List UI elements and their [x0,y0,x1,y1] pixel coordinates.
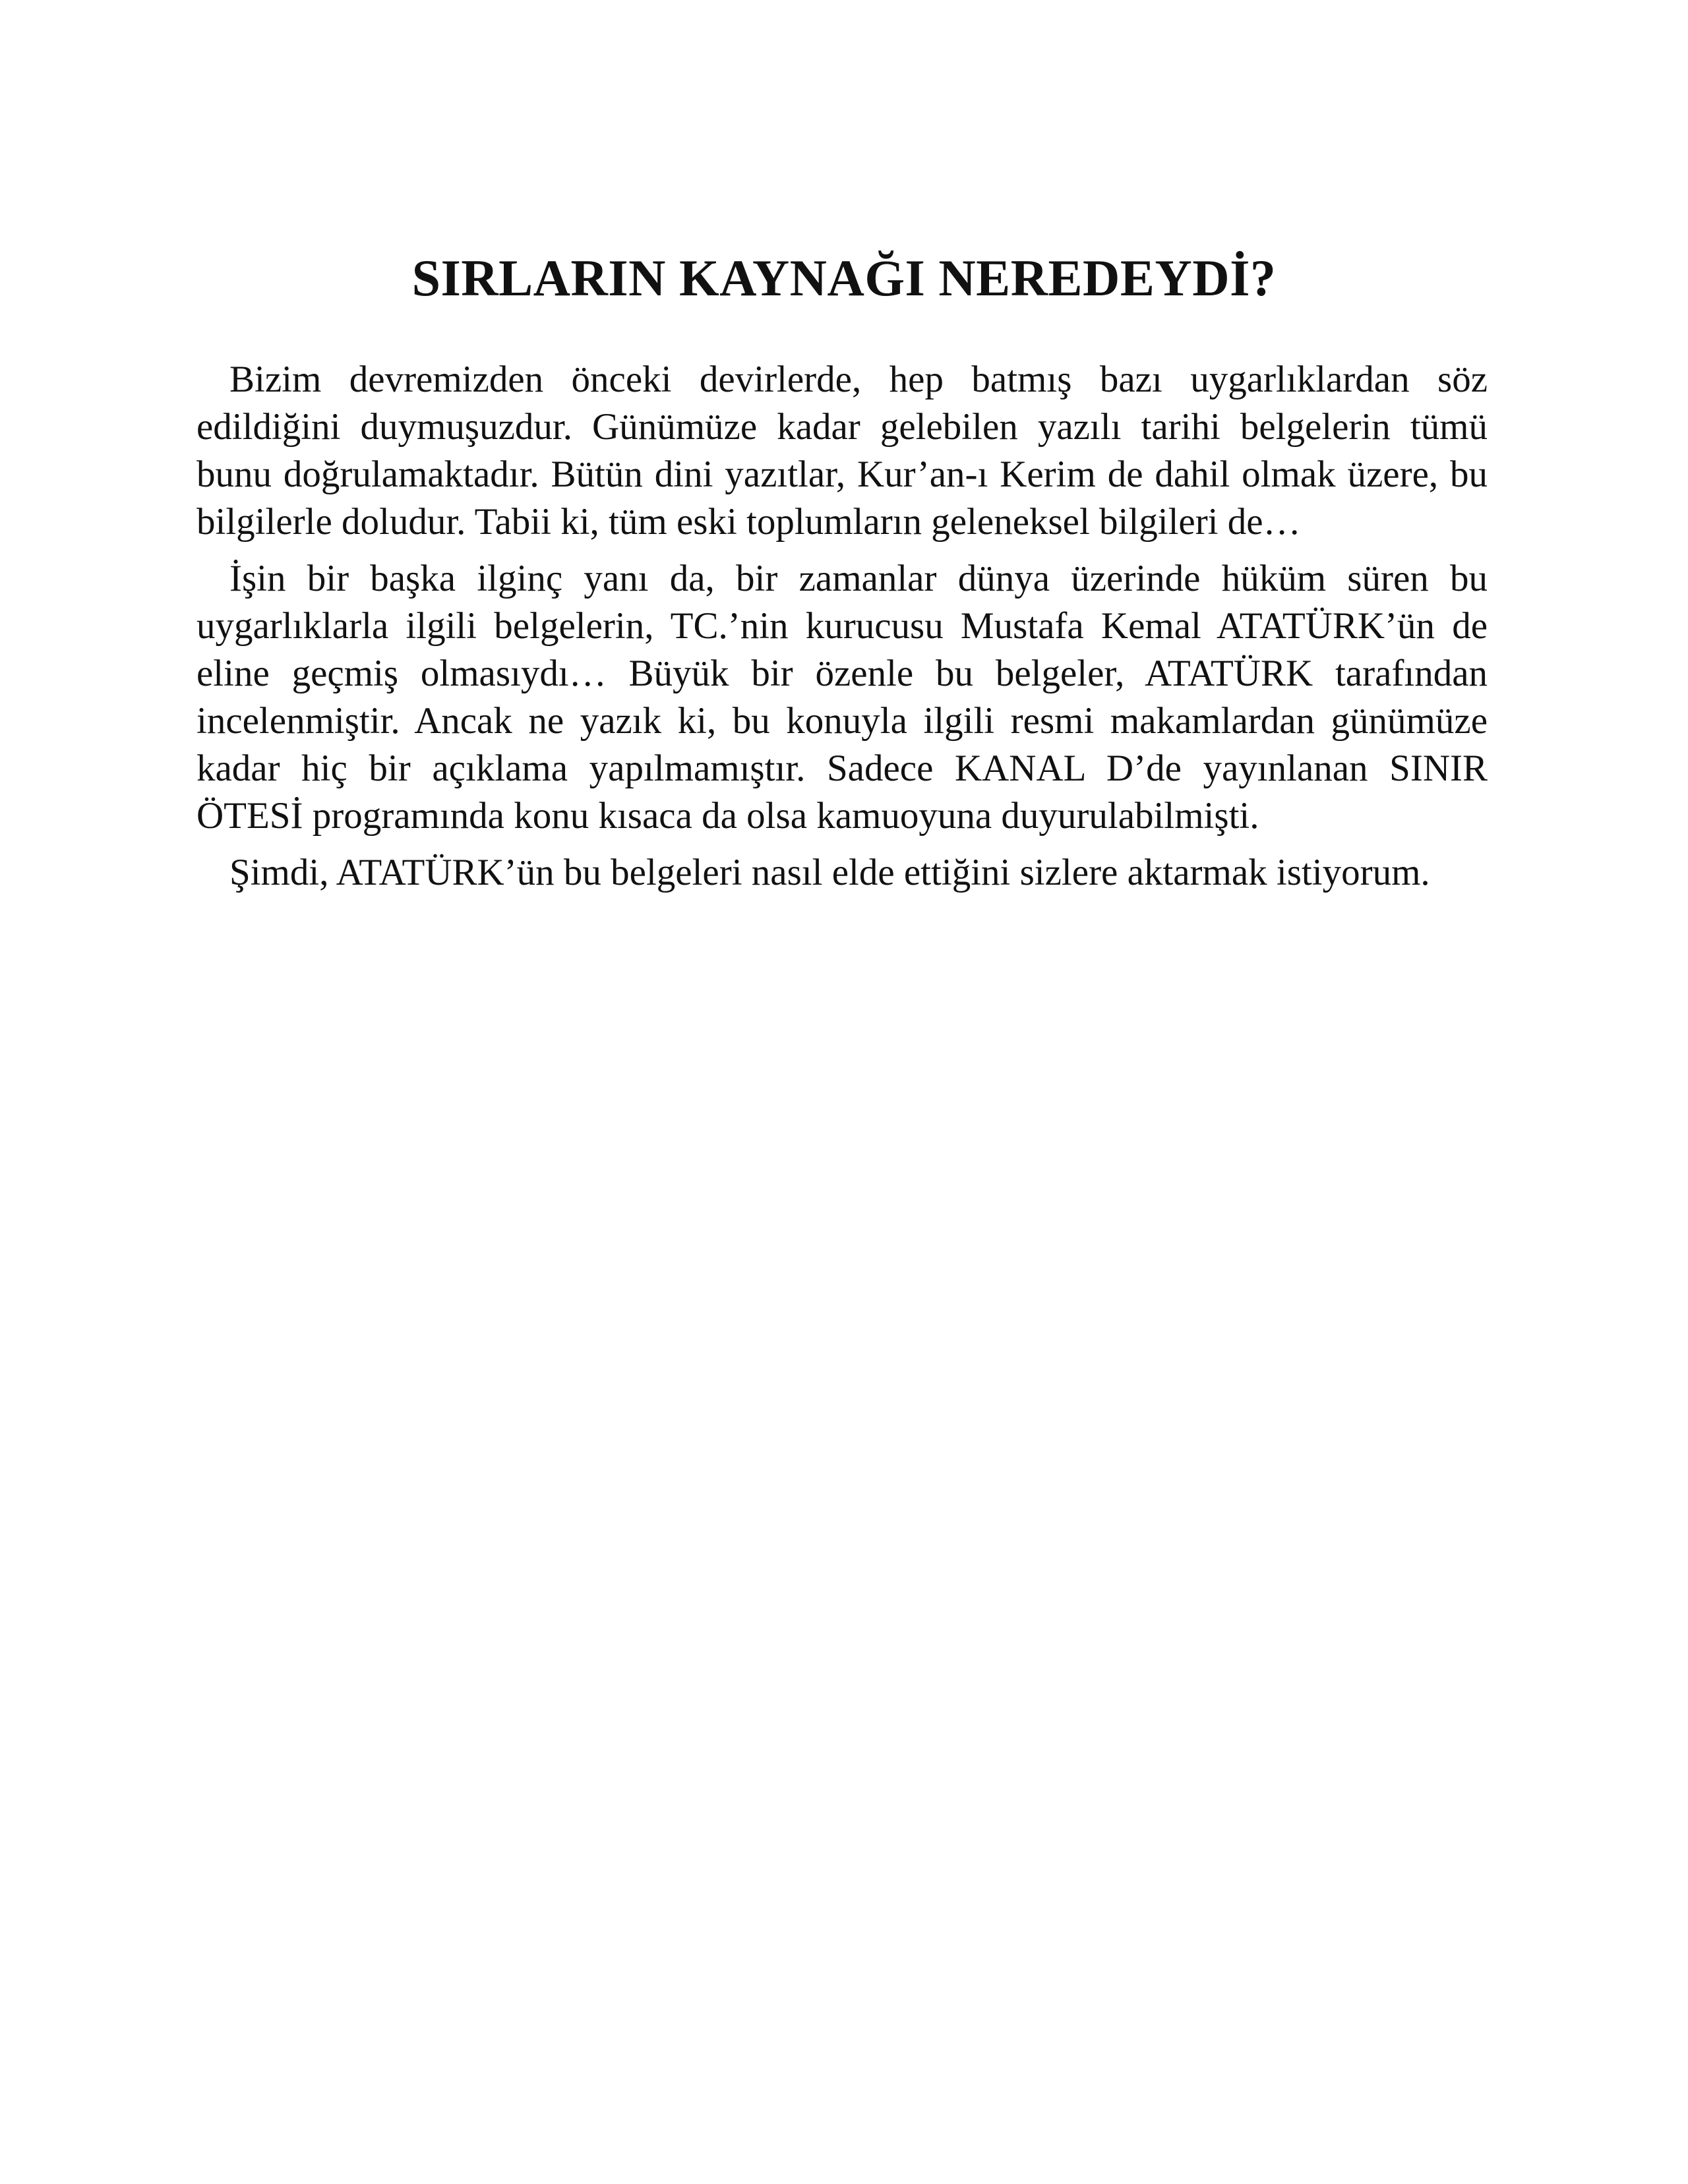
paragraph-3: Şimdi, ATATÜRK’ün bu belgeleri nasıl elde ettiğini sizlere aktarmak istiyorum. [229,852,1430,893]
paragraph-1: Bizim devremizden önceki devirlerde, hep batmış bazı uygarlıklardan söz edildiğini duymuşuzdur. Günümüze kadar gelebilen yazılı tarihi belgelerin tümü bunu doğrulamaktadır. Bütün dini yazıtlar, Kur’an-ı Kerim de dahil olmak üzere, bu bilgilerle doludur. Tabii ki, tüm eski toplumların geleneksel bilgileri de… [196,359,1488,543]
page-title: SIRLARIN KAYNAĞI NEREDEYDİ? [411,249,1277,307]
paragraph-2: İşin bir başka ilginç yanı da, bir zamanlar dünya üzerinde hüküm süren bu uygarlıklarla ilgili belgelerin, TC.’nin kurucusu Mustafa Kemal ATATÜRK’ün de eline geçmiş olmasıydı… Büyük bir özenle bu belgeler, ATATÜRK tarafından incelenmiştir. Ancak ne yazık ki, bu konuyla ilgili resmi makamlardan günümüze kadar hiç bir açıklama yapılmamıştır. Sadece KANAL D’de yayınlanan SINIR ÖTESİ programında konu kısaca da olsa kamuoyuna duyurulabilmişti. [196,558,1488,837]
body-text [196,356,1488,906]
